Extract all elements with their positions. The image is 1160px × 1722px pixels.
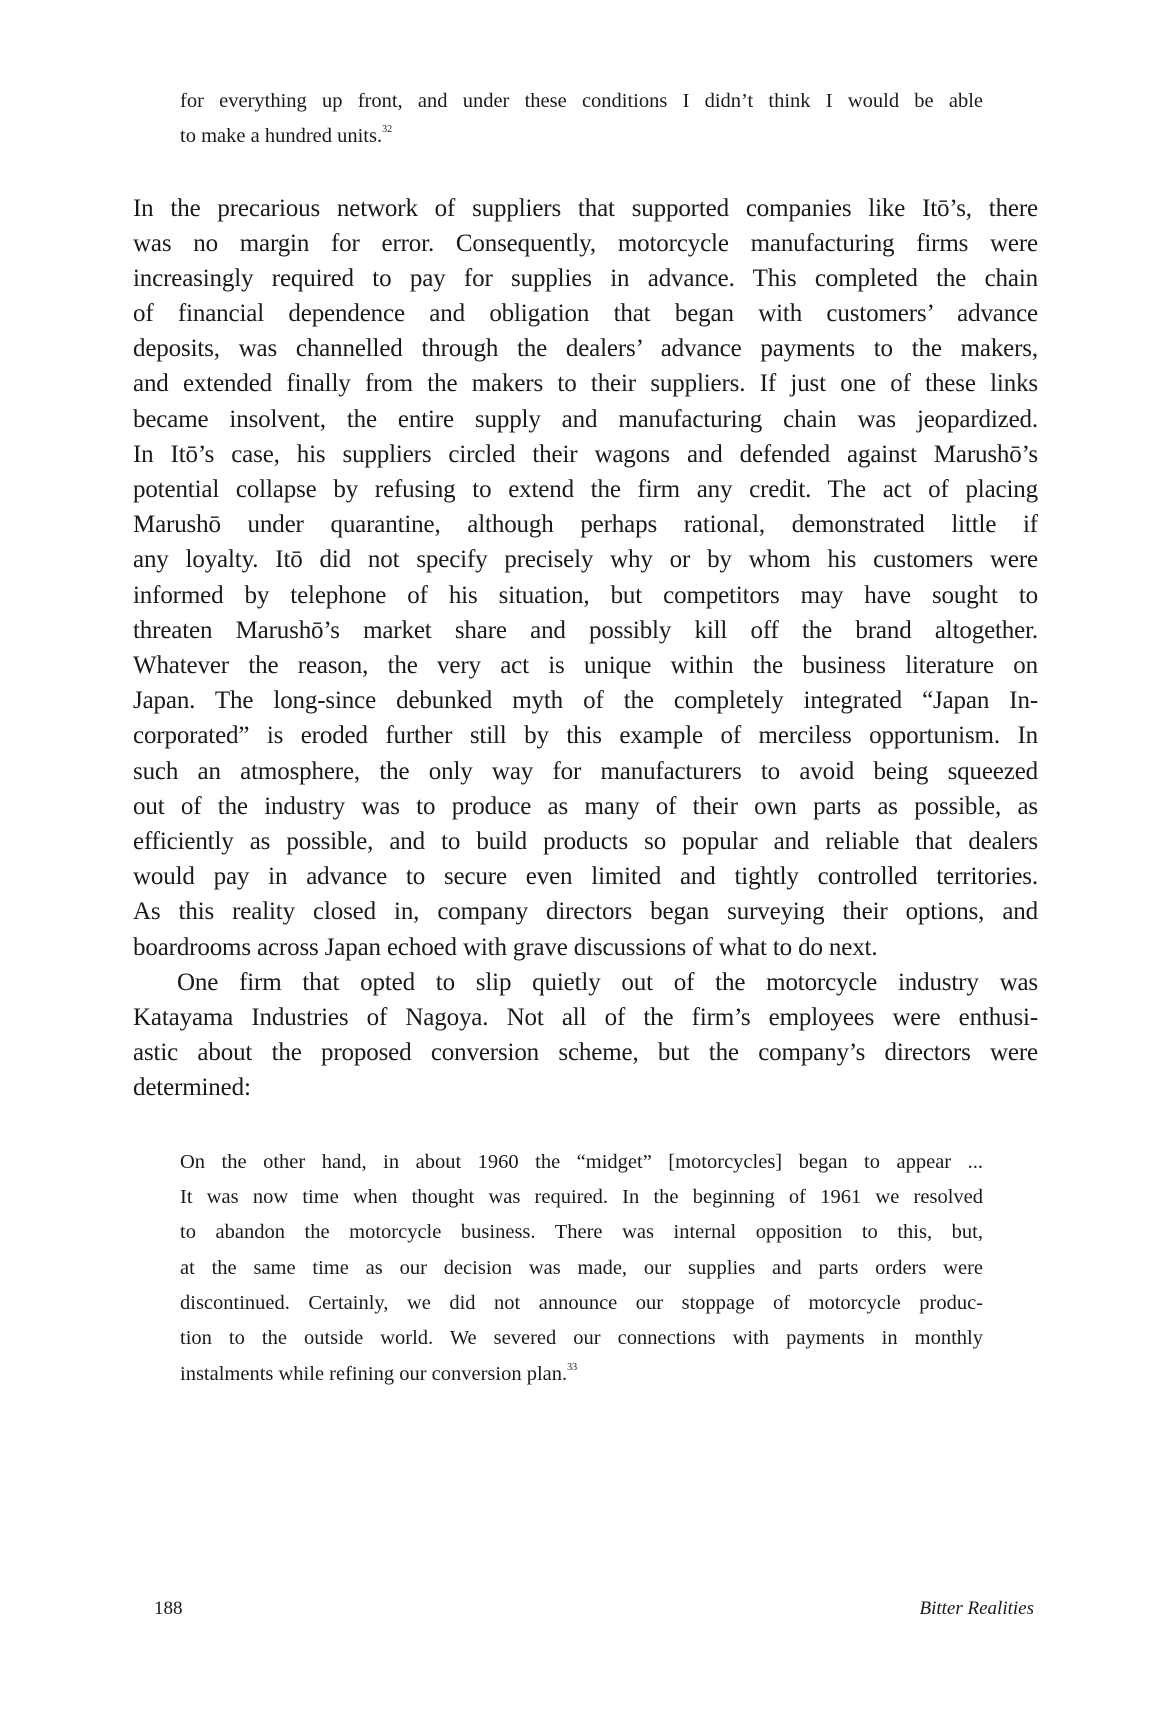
text-line: informed by telephone of his situation, but competitors may have sought to (133, 582, 1038, 609)
quote-line: at the same time as our decision was made, our supplies and parts orders were (180, 1257, 983, 1279)
text-line: increasingly required to pay for supplies in advance. This completed the chain (133, 265, 1038, 292)
text-line: out of the industry was to produce as many of their own parts as possible, as (133, 793, 1038, 820)
text-line: In Itō’s case, his suppliers circled their wagons and defended against Marushō’s (133, 441, 1038, 468)
text-line: One firm that opted to slip quietly out of the motorcycle industry was (177, 969, 1038, 996)
quote-line: for everything up front, and under these conditions I didn’t think I would be able (180, 90, 983, 112)
running-title: Bitter Realities (919, 1598, 1034, 1619)
quote-line: On the other hand, in about 1960 the “midget” [motorcycles] began to appear ... (180, 1151, 983, 1173)
quote-line (180, 1355, 983, 1393)
text-line: astic about the proposed conversion scheme, but the company’s directors were (133, 1039, 1038, 1066)
quote-line: tion to the outside world. We severed our connections with payments in monthly (180, 1327, 983, 1349)
footnote-marker[interactable]: 33 (567, 1362, 578, 1373)
text-line: boardrooms across Japan echoed with grave discussions of what to do next. (133, 934, 878, 961)
text-line: was no margin for error. Consequently, motorcycle manufacturing firms were (133, 230, 1038, 257)
quote-line (180, 117, 983, 155)
text-line: corporated” is eroded further still by this example of merciless opportunism. In (133, 722, 1038, 749)
text-line: determined: (133, 1074, 251, 1101)
quote-line: It was now time when thought was required. In the beginning of 1961 we resolved (180, 1186, 983, 1208)
text-line: Japan. The long-since debunked myth of the completely integrated “Japan In- (133, 687, 1038, 714)
text-line: Whatever the reason, the very act is unique within the business literature on (133, 652, 1038, 679)
text-line: Katayama Industries of Nagoya. Not all of the firm’s employees were enthusi- (133, 1004, 1038, 1031)
footnote-marker[interactable]: 32 (382, 124, 393, 135)
text-line: As this reality closed in, company directors began surveying their options, and (133, 898, 1038, 925)
text-line: potential collapse by refusing to extend the firm any credit. The act of placing (133, 476, 1038, 503)
text-line: any loyalty. Itō did not specify precisely why or by whom his customers were (133, 546, 1038, 573)
text-line: became insolvent, the entire supply and manufacturing chain was jeopardized. (133, 406, 1038, 433)
text-line: such an atmosphere, the only way for manufacturers to avoid being squeezed (133, 758, 1038, 785)
text-line: would pay in advance to secure even limited and tightly controlled territories. (133, 863, 1038, 890)
text-line: and extended finally from the makers to their suppliers. If just one of these links (133, 370, 1038, 397)
text-line: of financial dependence and obligation that began with customers’ advance (133, 300, 1038, 327)
text-line: efficiently as possible, and to build products so popular and reliable that dealers (133, 828, 1038, 855)
text-line: threaten Marushō’s market share and possibly kill off the brand altogether. (133, 617, 1038, 644)
text-line: In the precarious network of suppliers that supported companies like Itō’s, there (133, 195, 1038, 222)
text-line: deposits, was channelled through the dealers’ advance payments to the makers, (133, 335, 1038, 362)
quote-line-text: to make a hundred units. (180, 125, 383, 147)
quote-line-text: instalments while refining our conversion plan. (180, 1363, 568, 1385)
text-line: Marushō under quarantine, although perhaps rational, demonstrated little if (133, 511, 1038, 538)
quote-line: discontinued. Certainly, we did not announce our stoppage of motorcycle produc- (180, 1292, 983, 1314)
quote-line: to abandon the motorcycle business. There was internal opposition to this, but, (180, 1221, 983, 1243)
page-number: 188 (154, 1598, 183, 1619)
